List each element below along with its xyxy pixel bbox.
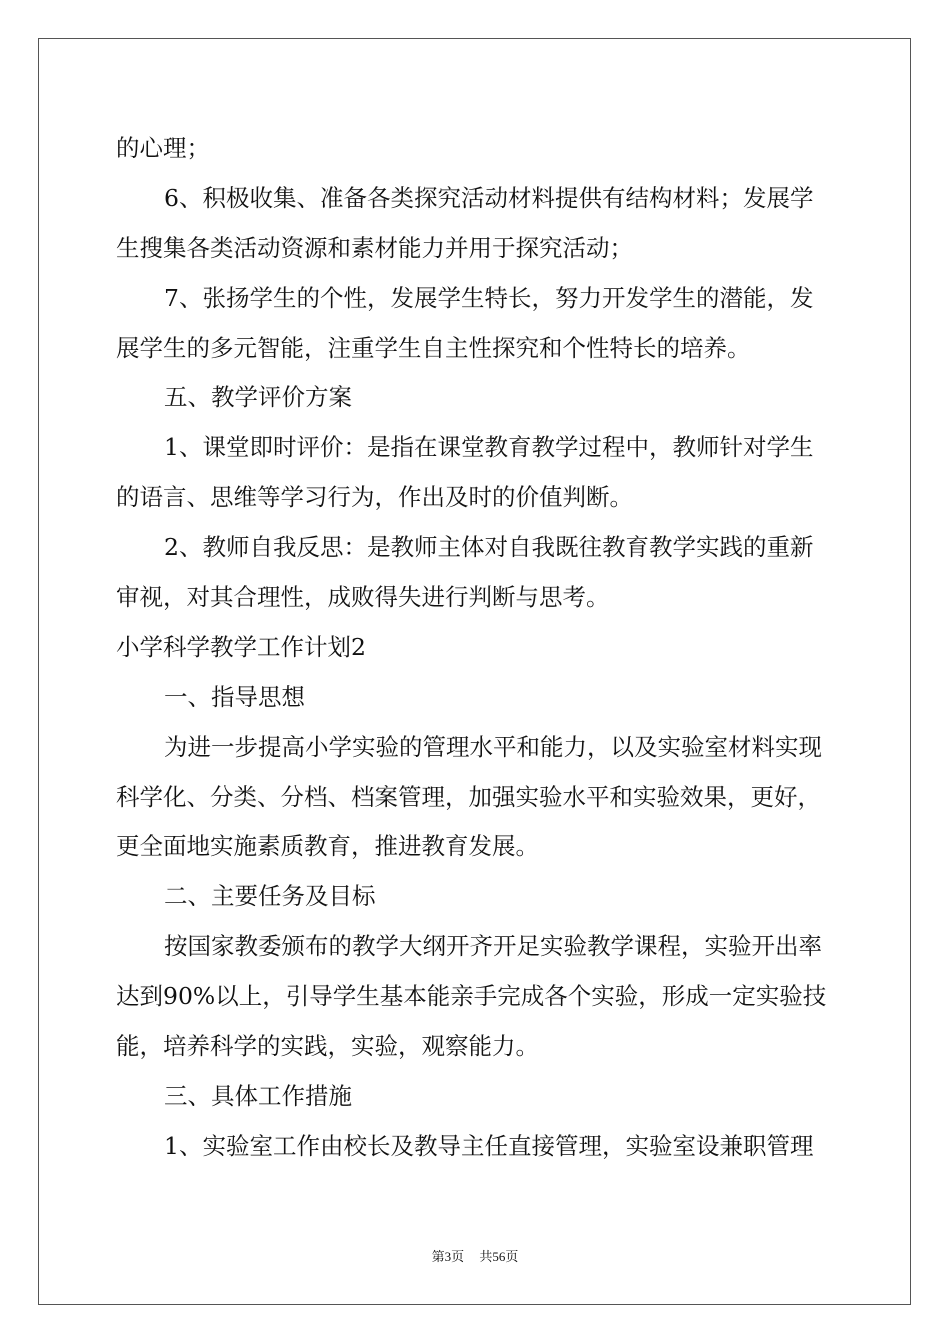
page-footer xyxy=(0,1246,950,1265)
text-line: 1、实验室工作由校长及教导主任直接管理，实验室设兼职管理 xyxy=(164,1131,814,1160)
text-line: 7、张扬学生的个性，发展学生特长，努力开发学生的潜能，发 xyxy=(164,283,814,312)
text-line: 二、主要任务及目标 xyxy=(164,882,376,911)
text-line: 三、具体工作措施 xyxy=(164,1081,352,1110)
text-line: 五、教学评价方案 xyxy=(164,383,352,412)
text-line: 的语言、思维等学习行为，作出及时的价值判断。 xyxy=(116,483,633,512)
text-line: 能，培养科学的实践，实验，观察能力。 xyxy=(116,1032,539,1061)
page-number: 第3页 xyxy=(431,1249,465,1264)
text-line: 达到90%以上，引导学生基本能亲手完成各个实验，形成一定实验技 xyxy=(116,982,827,1011)
text-line: 展学生的多元智能，注重学生自主性探究和个性特长的培养。 xyxy=(116,333,751,362)
text-line: 生搜集各类活动资源和素材能力并用于探究活动； xyxy=(116,233,633,262)
text-line: 审视，对其合理性，成败得失进行判断与思考。 xyxy=(116,583,610,612)
text-line: 为进一步提高小学实验的管理水平和能力，以及实验室材料实现 xyxy=(164,732,822,761)
text-line: 按国家教委颁布的教学大纲开齐开足实验教学课程，实验开出率 xyxy=(164,932,822,961)
page-total: 共56页 xyxy=(479,1249,519,1264)
text-line: 的心理； xyxy=(116,134,210,162)
text-line: 一、指导思想 xyxy=(164,682,305,711)
document-body xyxy=(116,124,846,1172)
text-line: 6、积极收集、准备各类探究活动材料提供有结构材料；发展学 xyxy=(164,183,814,212)
text-line: 小学科学教学工作计划2 xyxy=(116,632,366,661)
text-line: 1、课堂即时评价：是指在课堂教育教学过程中，教师针对学生 xyxy=(164,433,814,462)
text-line: 科学化、分类、分档、档案管理，加强实验水平和实验效果，更好， xyxy=(116,782,821,811)
text-line: 2、教师自我反思：是教师主体对自我既往教育教学实践的重新 xyxy=(164,533,814,562)
text-line: 更全面地实施素质教育，推进教育发展。 xyxy=(116,832,539,861)
